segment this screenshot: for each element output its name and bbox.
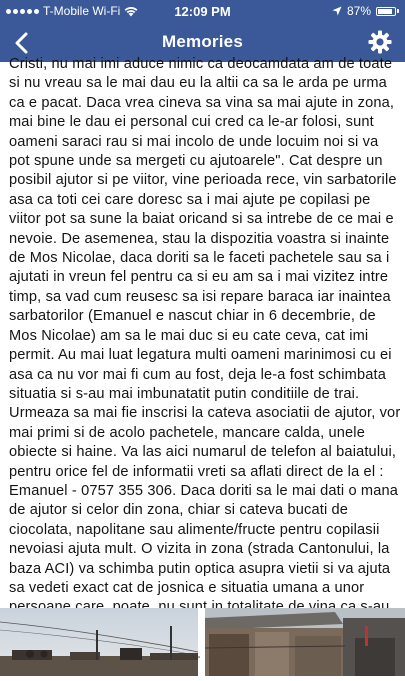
- gear-icon: [367, 29, 393, 55]
- photo-thumbnail[interactable]: [0, 608, 198, 676]
- carrier-label: T-Mobile Wi-Fi: [43, 4, 121, 18]
- status-time: 12:09 PM: [174, 3, 231, 19]
- battery-percent: 87%: [346, 4, 371, 18]
- street-photo-image: [0, 608, 198, 676]
- photo-thumbnail[interactable]: [205, 608, 405, 676]
- post-paragraph: Cristi, nu mai imi aduce nimic ca deocamdata am de toate si nu vreau sa le mai dau eu la altii ca sa le arda pe urma ca e pacat. Daca vrea cineva sa vina sa mai ajute in zona, mai bine le dau ei personal cui cred ca le-ar folosi, sunt oameni saraci rau si mai incolo de unde locuim noi si va pot spune unde sa mergeti cu ajutoarele". Cat despre un posibil ajutor si pe viitor, vine perioada rece, vin sarbatorile asa ca toti cei care doresc sa i mai ajute pe copilasi pe viitor pot sa sune la baiat oricand si sa intrebe de ce mai e nevoie. De asemenea, stau la dispozitia voastra si inainte de Mos Nicolae, daca doriti sa le faceti pachetele sau sa i ajutati in vreun fel pentru ca si eu am sa i mai vizitez intre timp, sa vad cum reusesc sa isi repare baraca iar inaintea sarbatorilor (Emanuel e nascut chiar in 6 decembrie, de Mos Nicolae) am sa le mai duc si eu cate ceva, cat imi permit. Au mai luat legatura multi oameni marinimosi cu ei asa ca nu vor mai fi cum au fost, deja le-a fost schimbata situatia si s-au mai imbunatatit putin conditiile de trai. Urmeaza sa mai fie inscrisi la cateva asociatii de ajutor, vor mai primi si de acolo pachetele, mancare calda, unele obiecte si haine. Va las aici numarul de telefon al baiatului, pentru orice fel de informatii vreti sa aflati direct de la el : Emanuel - 0757 355 306. Daca doriti sa le mai dati o mana de ajutor si celor din zona, chiar si cateva bucati de ciocolata, napolitane sau alimente/fructe pentru copilasii nevoiasi ajuta mult. O vizita in zona (strada Cantonului, la baza ACI) va schimba putin optica asupra vietii si va ajuta sa vedeti exact cat de josnica e situatia umana a unor: [9, 56, 401, 596]
- chevron-left-icon: [10, 30, 36, 56]
- location-arrow-icon: [332, 6, 342, 16]
- wifi-icon: [124, 6, 138, 17]
- memory-post: [0, 56, 405, 607]
- signal-strength-icon: [6, 9, 39, 14]
- shack-photo-image: [205, 608, 405, 676]
- page-title: Memories: [162, 32, 243, 51]
- status-left: [6, 4, 146, 18]
- photo-attachments: [0, 608, 405, 676]
- status-right: [259, 4, 399, 18]
- battery-level: [378, 9, 392, 14]
- post-text: [9, 55, 401, 676]
- settings-button[interactable]: [367, 29, 393, 55]
- battery-icon: [376, 7, 399, 16]
- status-bar: [0, 0, 405, 22]
- back-button[interactable]: [10, 30, 36, 56]
